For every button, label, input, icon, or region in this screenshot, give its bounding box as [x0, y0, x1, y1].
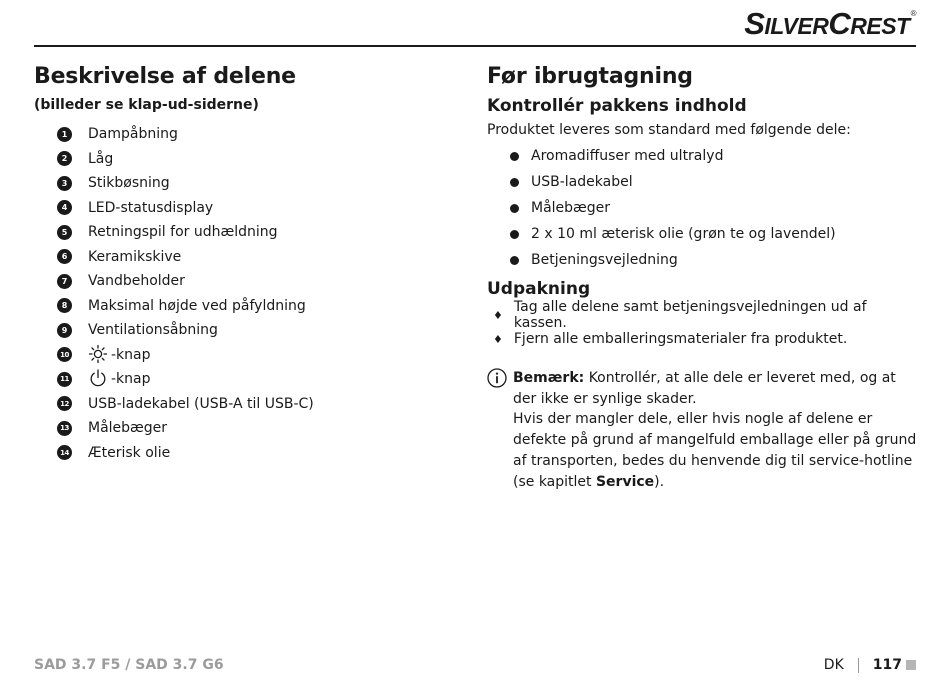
- before-use-section: [487, 60, 917, 492]
- page-footer: [824, 657, 916, 673]
- bullet-icon: [510, 256, 519, 265]
- item-number-badge: 14: [57, 445, 72, 460]
- list-item: 2 Låg: [34, 147, 454, 172]
- service-reference: Service: [595, 473, 655, 490]
- contents-intro: Produktet leveres som standard med følgende dele:: [487, 122, 851, 138]
- list-item: 8 Maksimal højde ved påfyldning: [34, 294, 454, 319]
- sun-icon: [88, 344, 108, 364]
- list-item: 5 Retningspil for udhældning: [34, 220, 454, 245]
- info-icon: [487, 368, 507, 388]
- list-item: 4 LED-statusdisplay: [34, 196, 454, 221]
- list-item: Aromadiffuser med ultralyd: [487, 143, 917, 169]
- list-item: Målebæger: [487, 195, 917, 221]
- list-item: 10 -knap: [34, 343, 454, 368]
- list-item: 7 Vandbeholder: [34, 269, 454, 294]
- parts-description-section: [34, 60, 454, 465]
- page-marker-icon: [906, 660, 916, 670]
- model-number: SAD 3.7 F5 / SAD 3.7 G6: [34, 657, 224, 673]
- header-rule: [34, 45, 916, 47]
- page-number: 117: [872, 657, 902, 673]
- item-number-badge: 4: [57, 200, 72, 215]
- note-label: Bemærk:: [513, 370, 585, 386]
- parts-list: [34, 122, 454, 465]
- item-number-badge: 11: [57, 372, 72, 387]
- unpacking-heading: Udpakning: [487, 279, 591, 299]
- language-code: DK: [823, 657, 844, 673]
- list-item: 14 Æterisk olie: [34, 441, 454, 466]
- item-number-badge: 9: [57, 323, 72, 338]
- bullet-icon: [510, 178, 519, 187]
- list-item: 12 USB-ladekabel (USB-A til USB-C): [34, 392, 454, 417]
- item-number-badge: 5: [57, 225, 72, 240]
- item-number-badge: 6: [57, 249, 72, 264]
- diamond-bullet-icon: ♦: [493, 308, 503, 322]
- list-item: ♦ Fjern alle emballeringsmaterialer fra produktet.: [493, 331, 848, 347]
- bullet-icon: [510, 230, 519, 239]
- footer-divider: [858, 658, 859, 673]
- list-item: 11 -knap: [34, 367, 454, 392]
- list-item: 2 x 10 ml æterisk olie (grøn te og lavendel): [487, 221, 917, 247]
- item-number-badge: 7: [57, 274, 72, 289]
- note-box: Bemærk: Kontrollér, at alle dele er leveret med, og at der ikke er synlige skader. Hvis der mangler dele, eller hvis nogle af delene er defekte på grund af mangelfuld emballage eller på grund af transporten, bedes du henvende dig til service-hotline (se kapitlet Service).: [487, 368, 917, 492]
- list-item: 9 Ventilationsåbning: [34, 318, 454, 343]
- list-item: 3 Stikbøsning: [34, 171, 454, 196]
- item-number-badge: 2: [57, 151, 72, 166]
- item-number-badge: 8: [57, 298, 72, 313]
- silvercrest-logo: SILVERCREST®: [744, 6, 916, 41]
- package-contents-list: [487, 143, 917, 273]
- item-number-badge: 10: [57, 347, 72, 362]
- list-item: ♦ Tag alle delene samt betjeningsvejledningen ud af kassen.: [493, 299, 867, 331]
- section-subtitle: (billeder se klap-ud-siderne): [34, 97, 259, 113]
- list-item: USB-ladekabel: [487, 169, 917, 195]
- item-number-badge: 1: [57, 127, 72, 142]
- list-item: 13 Målebæger: [34, 416, 454, 441]
- bullet-icon: [510, 204, 519, 213]
- bullet-icon: [510, 152, 519, 161]
- section-title: Beskrivelse af delene: [34, 64, 296, 89]
- list-item: Betjeningsvejledning: [487, 247, 917, 273]
- list-item: 6 Keramikskive: [34, 245, 454, 270]
- item-number-badge: 12: [57, 396, 72, 411]
- check-contents-heading: Kontrollér pakkens indhold: [487, 96, 747, 116]
- diamond-bullet-icon: ♦: [493, 332, 503, 346]
- item-number-badge: 13: [57, 421, 72, 436]
- item-number-badge: 3: [57, 176, 72, 191]
- power-icon: [88, 368, 108, 388]
- unpacking-steps: [487, 299, 917, 351]
- section-title: Før ibrugtagning: [487, 64, 693, 89]
- list-item: 1 Dampåbning: [34, 122, 454, 147]
